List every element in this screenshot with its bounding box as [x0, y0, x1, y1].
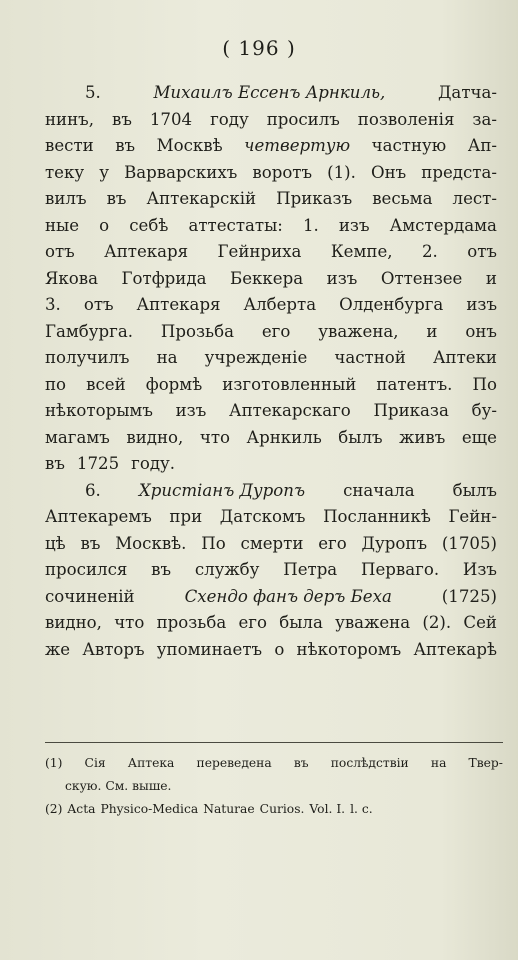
paragraph-5-line [45, 292, 497, 319]
footnote-1-line-1 [45, 752, 503, 775]
word: (1725) [441, 586, 497, 606]
word: вилъ [45, 189, 87, 208]
word: видно, [45, 613, 102, 632]
word: Прозьба [160, 321, 234, 341]
word: 1725 [76, 454, 120, 473]
word: и [485, 268, 497, 288]
word: о [274, 639, 285, 659]
word: Олденбурга [339, 295, 444, 314]
word: 2. [421, 242, 438, 261]
word: живъ [399, 427, 446, 447]
word: Ап- [467, 136, 497, 155]
word: изъ [338, 215, 370, 235]
word: цѣ [45, 533, 66, 553]
footnote-word: въ [293, 756, 309, 770]
word: за- [472, 109, 497, 129]
word: нѣкоторымъ [45, 401, 153, 420]
word: воротъ [252, 162, 313, 182]
footnote-word: l. c. [350, 802, 373, 816]
paragraph-5-line [45, 160, 497, 187]
word: была [279, 613, 323, 632]
word: Датча- [437, 83, 497, 102]
word: сочиненій [45, 586, 135, 606]
paragraph-5-line [45, 186, 497, 213]
word: Авторъ [82, 639, 145, 659]
word: Датскомъ [219, 507, 306, 526]
paragraph-5-line [45, 319, 497, 346]
word: (2). [422, 613, 452, 632]
paragraph-6-line [45, 478, 497, 505]
paragraph-5-line [45, 213, 497, 240]
word: въ [106, 189, 127, 208]
word: Приказъ [276, 189, 353, 208]
word: просилъ [266, 109, 340, 129]
word: изъ [326, 268, 358, 288]
word: при [169, 507, 203, 526]
word: Гейн- [448, 507, 497, 526]
paragraph-5-line [45, 345, 497, 372]
word: сначала [343, 480, 415, 500]
footnote-word: Curios. [259, 802, 305, 816]
paragraph-5-line [45, 372, 497, 399]
page-number: ( 196 ) [222, 36, 296, 60]
word: году [210, 109, 249, 129]
paragraph-5-line [45, 451, 497, 478]
word: Перваго. [361, 560, 440, 579]
footnote-word: Сія [84, 756, 106, 770]
footnote-divider [45, 742, 503, 743]
word: Сей [463, 613, 497, 632]
paragraph-5 [45, 80, 497, 478]
word: получилъ [45, 348, 130, 367]
word: патентъ. [376, 374, 453, 394]
word: что [199, 427, 230, 447]
paragraph-5-line [45, 107, 497, 134]
word: четвертую [244, 136, 351, 155]
footnote-word: (2) [45, 802, 63, 816]
word: Аптекаремъ [45, 507, 152, 526]
word: Посланникѣ [323, 507, 431, 526]
word: 6. [85, 480, 101, 500]
word: Дуропъ [361, 533, 428, 553]
word: его [238, 613, 267, 632]
word: Аптекарѣ [413, 639, 497, 659]
paragraph-6-line [45, 557, 497, 584]
word: упоминаетъ [156, 639, 263, 659]
footnote-word: послѣдствіи [330, 756, 409, 770]
word: въ [151, 560, 172, 579]
word: 1704 [149, 109, 193, 129]
paragraph-6-line [45, 504, 497, 531]
word: магамъ [45, 427, 110, 447]
word: смерти [240, 533, 304, 553]
word: вести [45, 136, 94, 155]
word: Гамбурга. [45, 321, 134, 341]
word: отъ [467, 242, 497, 261]
word: По [472, 374, 497, 394]
word: Схендо фанъ деръ Беха [184, 586, 392, 606]
paragraph-5-line [45, 133, 497, 160]
word: Арнкиль [246, 427, 322, 447]
word: себѣ [129, 215, 169, 235]
word: Кемпе, [330, 242, 393, 261]
footnote-word: Аптека [127, 756, 175, 770]
paragraph-6-line [45, 610, 497, 637]
word: лест- [452, 189, 497, 208]
footnote-2 [45, 798, 503, 821]
word: уважена [335, 613, 411, 632]
word: просился [45, 560, 128, 579]
body-text [45, 80, 497, 663]
word: бу- [471, 401, 497, 420]
word: Варварскихъ [124, 162, 238, 182]
word: 5. [85, 83, 101, 102]
word: Аптекаря [104, 242, 189, 261]
word: изготовленный [222, 374, 357, 394]
word: По [201, 533, 226, 553]
word: службу [194, 560, 260, 579]
word: въ [111, 109, 132, 129]
word: ные [45, 215, 80, 235]
word: его [318, 533, 347, 553]
paragraph-5-line [45, 266, 497, 293]
word: нинъ, [45, 109, 95, 129]
word: формѣ [145, 374, 203, 394]
word: его [261, 321, 291, 341]
word: 1. [302, 215, 319, 235]
word: Изъ [462, 560, 497, 579]
footnote-1-line-2: скую. См. выше. [65, 779, 172, 793]
word: аттестаты: [188, 215, 283, 235]
word: же [45, 639, 71, 659]
word: предста- [421, 162, 497, 182]
word: Онъ [370, 162, 407, 182]
footnote-word: Vol. I. [309, 802, 346, 816]
word: Михаилъ Ессенъ Арнкиль, [153, 83, 386, 102]
word: (1). [327, 162, 356, 182]
paragraph-6-line [45, 584, 497, 611]
paragraph-5-line [45, 398, 497, 425]
word: Амстердама [389, 215, 497, 235]
paragraph-5-line [45, 425, 497, 452]
word: Аптекаря [136, 295, 221, 314]
word: на [156, 348, 178, 367]
word: всей [86, 374, 126, 394]
footnote-word: (1) [45, 756, 63, 770]
word: былъ [452, 480, 497, 500]
word: Петра [283, 560, 338, 579]
word: еще [461, 427, 497, 447]
word: изъ [175, 401, 207, 420]
word: частной [334, 348, 406, 367]
word: въ [115, 136, 136, 155]
footnote-word: Naturae [203, 802, 255, 816]
word: по [45, 374, 67, 394]
word: и [426, 321, 438, 341]
word: Гейнриха [217, 242, 302, 261]
word: Аптеки [432, 348, 497, 367]
paragraph-5-line [45, 80, 497, 107]
word: Христіанъ Дуропъ [138, 480, 305, 500]
word: Якова [45, 268, 98, 288]
word: нѣкоторомъ [296, 639, 402, 659]
word: Алберта [243, 295, 317, 314]
word: учрежденіе [204, 348, 308, 367]
footnote-word: Physico-Medica [100, 802, 199, 816]
word: Аптекарскій [146, 189, 257, 208]
word: Аптекарскаго [229, 401, 351, 420]
word: онъ [465, 321, 497, 341]
paragraph-5-line [45, 239, 497, 266]
word: въ [45, 454, 65, 473]
word: (1705) [441, 533, 497, 553]
word: Оттензее [380, 268, 463, 288]
word: Москвѣ. [115, 533, 187, 553]
footnotes [45, 752, 503, 821]
word: видно, [126, 427, 184, 447]
footnote-word: на [430, 756, 447, 770]
word: Готфрида [121, 268, 207, 288]
word: у [99, 162, 109, 182]
word: отъ [83, 295, 114, 314]
word: теку [45, 162, 85, 182]
word: въ [80, 533, 101, 553]
word: Москвѣ [156, 136, 223, 155]
word: о [99, 215, 110, 235]
footnote-word: переведена [196, 756, 272, 770]
paragraph-6 [45, 478, 497, 664]
word: частную [371, 136, 447, 155]
word: что [114, 613, 145, 632]
word: отъ [45, 242, 75, 261]
word: году. [131, 454, 176, 473]
word: Беккера [230, 268, 304, 288]
paragraph-6-line [45, 637, 497, 664]
word: былъ [338, 427, 383, 447]
word: прозьба [156, 613, 227, 632]
word: уважена, [318, 321, 399, 341]
paragraph-6-line [45, 531, 497, 558]
word: позволенія [357, 109, 455, 129]
footnote-word: Твер- [468, 756, 503, 770]
word: изъ [466, 295, 497, 314]
word: 3. [45, 295, 61, 314]
footnote-word: Acta [67, 802, 96, 816]
word: Приказа [373, 401, 449, 420]
word: весьма [372, 189, 433, 208]
